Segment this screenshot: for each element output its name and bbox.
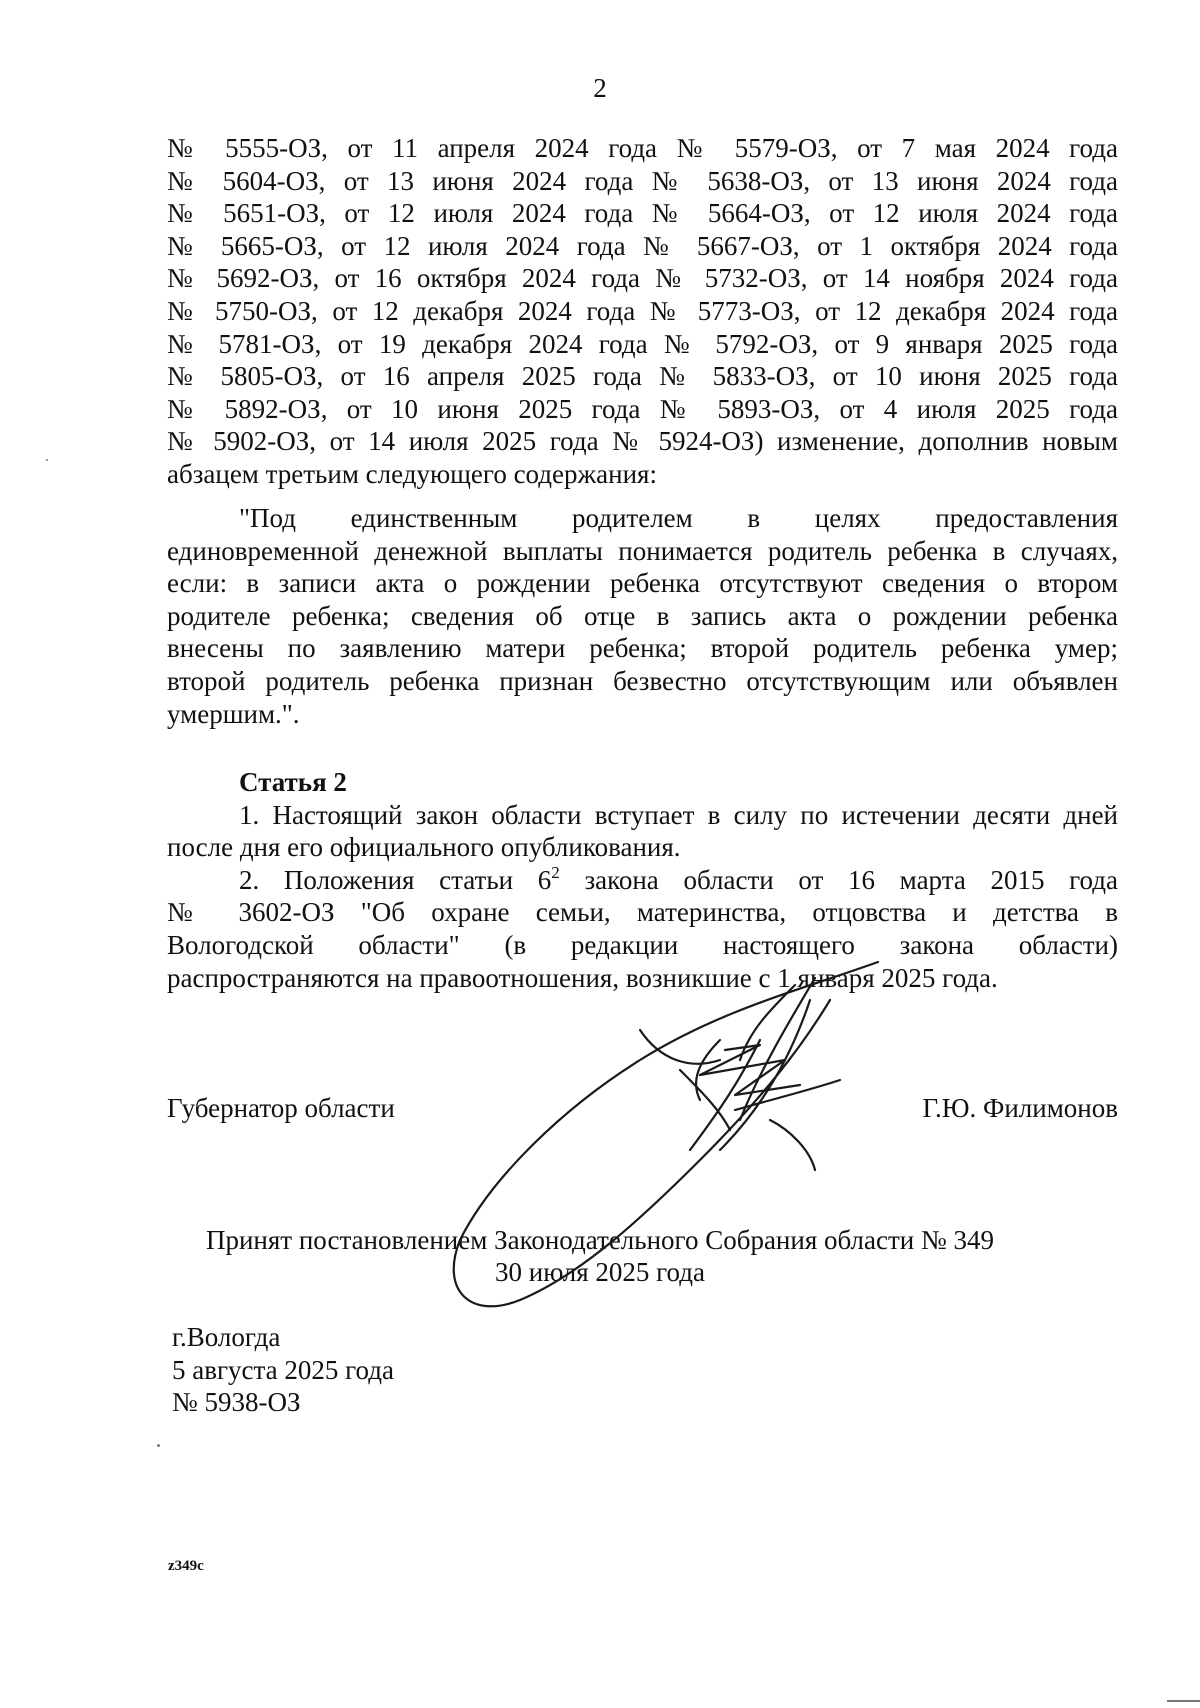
amendment-line: № 5692-ОЗ, от 16 октября 2024 года № 5732-ОЗ, от 14 ноября 2024 года [167,263,1118,294]
amendment-line: № 5902-ОЗ, от 14 июля 2025 года № 5924-ОЗ) изменение, дополнив новым [167,426,1118,457]
amendment-line: № 5750-ОЗ, от 12 декабря 2024 года № 5773-ОЗ, от 12 декабря 2024 года [167,295,1118,326]
amendment-paragraph [167,132,1118,491]
signature-row [167,1092,1118,1126]
amendment-line: № 5805-ОЗ, от 16 апреля 2025 года № 5833-ОЗ, от 10 июня 2025 года [167,361,1118,392]
article-2 [167,766,1118,994]
signatory-name: Г.Ю. Филимонов [922,1093,1118,1123]
scan-speck [157,1444,160,1447]
city: г.Вологда [172,1322,281,1352]
article-p2-line: распространяются на правоотношения, возникшие с 1 января 2025 года. [167,962,998,993]
page-number: 2 [593,73,607,103]
quote-line: если: в записи акта о рождении ребенка отсутствуют сведения о втором [167,568,1118,599]
adoption-line-1: Принят постановлением Законодательного Собрания области № 349 [205,1225,995,1255]
amendment-line: № 5555-ОЗ, от 11 апреля 2024 года № 5579-ОЗ, от 7 мая 2024 года [167,133,1118,163]
amendment-line: № 5781-ОЗ, от 19 декабря 2024 года № 5792-ОЗ, от 9 января 2025 года [167,328,1118,359]
article-p1-line: после дня его официального опубликования. [167,832,681,863]
article-p2-after: закона области от 16 марта 2015 года [559,864,1118,895]
date: 5 августа 2025 года [172,1354,394,1385]
scan-edge-mark [1167,1700,1200,1702]
quote-line: "Под единственным родителем в целях предоставления [239,503,1118,533]
amendment-line-last: абзацем третьим следующего содержания: [167,458,657,489]
article-p2-line: Вологодской области" (в редакции настоящего закона области) [167,929,1118,960]
amendment-line: № 5651-ОЗ, от 12 июля 2024 года № 5664-ОЗ, от 12 июля 2024 года [167,198,1118,229]
document-code: z349c [168,1558,204,1574]
amendment-line: № 5604-ОЗ, от 13 июня 2024 года № 5638-ОЗ, от 13 июня 2024 года [167,165,1118,196]
quote-line: родителе ребенка; сведения об отце в запись акта о рождении ребенка [167,600,1118,631]
article-p2-before: 2. Положения статьи 6 [239,864,552,895]
scan-speck [46,459,48,461]
quote-line: единовременной денежной выплаты понимается родитель ребенка в случаях, [167,535,1118,566]
article-p2-line: № 3602-ОЗ "Об охране семьи, материнства, отцовства и детства в [167,897,1118,928]
article-p2-line [167,864,1118,897]
quoted-paragraph [167,502,1118,730]
article-p1-line: 1. Настоящий закон области вступает в силу по истечении десяти дней [239,799,1118,830]
superscript: 2 [551,862,560,882]
place-date-block [172,1321,394,1419]
adoption-line-2: 30 июля 2025 года [495,1257,705,1287]
amendment-line: № 5892-ОЗ, от 10 июня 2025 года № 5893-ОЗ, от 4 июля 2025 года [167,393,1118,424]
law-number: № 5938-ОЗ [172,1387,301,1418]
quote-line-last: умершим.". [167,698,300,729]
amendment-line: № 5665-ОЗ, от 12 июля 2024 года № 5667-ОЗ, от 1 октября 2024 года [167,230,1118,261]
quote-line: второй родитель ребенка признан безвестно отсутствующим или объявлен [167,665,1118,696]
signatory-title: Губернатор области [167,1093,395,1123]
quote-line: внесены по заявлению матери ребенка; второй родитель ребенка умер; [167,633,1118,664]
article-heading: Статья 2 [239,767,347,797]
